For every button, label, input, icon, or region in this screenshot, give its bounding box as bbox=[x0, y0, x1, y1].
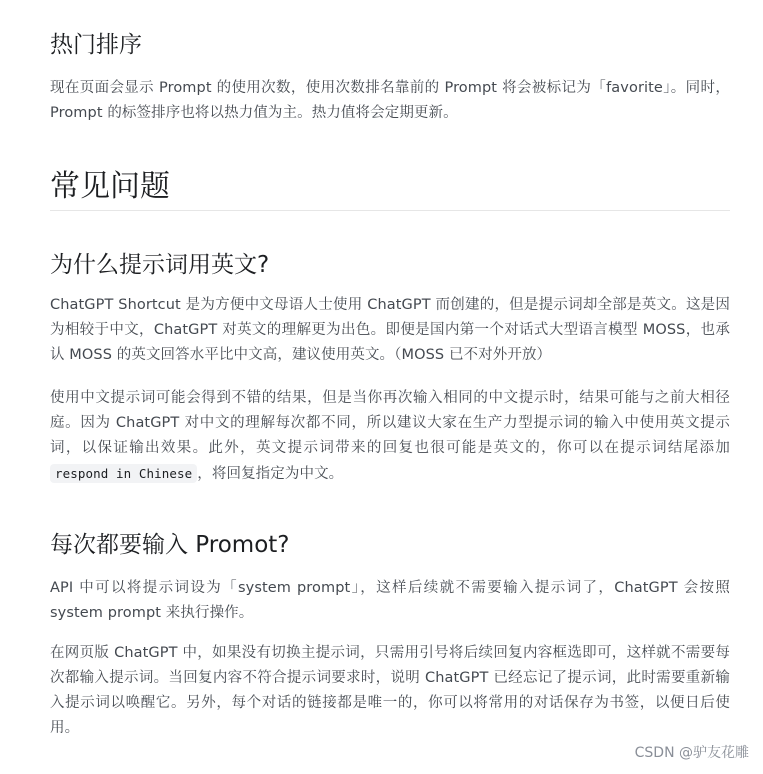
paragraph-every-time-1: API 中可以将提示词设为「system prompt」，这样后续就不需要输入提示词了，ChatGPT 会按照 system prompt 来执行操作。 bbox=[50, 580, 730, 621]
heading-every-time: 每次都要输入 Promot? bbox=[50, 532, 290, 558]
paragraph-why-english-1: ChatGPT Shortcut 是为方便中文母语人士使用 ChatGPT 而创建的，但是提示词却全部是英文。这是因为相较于中文，ChatGPT 对英文的理解更为出色。即便是国内第一个对话式大型语言模型 MOSS，也承认 MOSS 的英文回答水平比中文高，建议使用英文。（MOSS 已不对外开放） bbox=[50, 297, 730, 363]
paragraph-hot-sort: 现在页面会显示 Prompt 的使用次数，使用次数排名靠前的 Prompt 将会被标记为「favorite」。同时，Prompt 的标签排序也将以热力值为主。热力值将会定期更新。 bbox=[50, 80, 730, 121]
paragraph-why-english-2-text-a: 使用中文提示词可能会得到不错的结果，但是当你再次输入相同的中文提示时，结果可能与之前大相径庭。因为 ChatGPT 对中文的理解每次都不同，所以建议大家在生产力型提示词的输入中使用英文提示词，以保证输出效果。此外，英文提示词带来的回复也很可能是英文的，你可以在提示词结尾添加 bbox=[50, 390, 730, 456]
heading-hot-sort: 热门排序 bbox=[50, 32, 142, 58]
csdn-watermark: CSDN @驴友花雕 bbox=[634, 745, 749, 761]
faq-divider bbox=[50, 210, 730, 211]
paragraph-why-english-2 bbox=[50, 386, 730, 487]
heading-faq: 常见问题 bbox=[50, 169, 170, 204]
paragraph-why-english-2-text-b: ，将回复指定为中文。 bbox=[197, 466, 344, 482]
inline-code-respond-in-chinese: respond in Chinese bbox=[50, 464, 197, 483]
heading-why-english: 为什么提示词用英文? bbox=[50, 252, 270, 278]
paragraph-every-time-2: 在网页版 ChatGPT 中，如果没有切换主提示词，只需用引号将后续回复内容框选即可，这样就不需要每次都输入提示词。当回复内容不符合提示词要求时，说明 ChatGPT 已经忘记了提示词，此时需要重新输入提示词以唤醒它。另外，每个对话的链接都是唯一的，你可以将常用的对话保存为书签，以便日后使用。 bbox=[50, 645, 730, 736]
